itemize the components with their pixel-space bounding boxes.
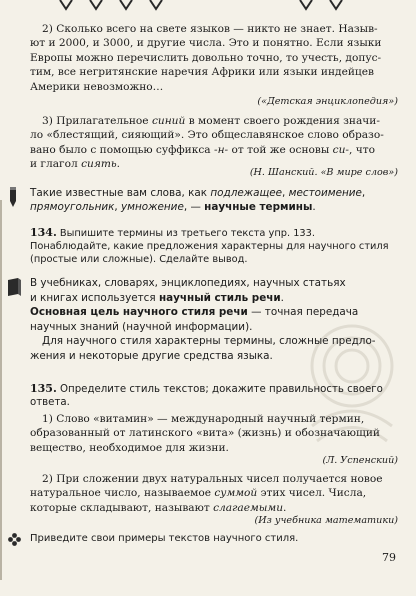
exercise-134: [30, 226, 402, 266]
term-scientific-style: научный стиль речи: [158, 291, 281, 304]
rule-line-2: [30, 291, 402, 306]
text-2: [30, 22, 402, 94]
text: .: [283, 501, 287, 514]
rule-line-1: В учебниках, словарях, энциклопедиях, научных статьях: [30, 277, 346, 289]
exercise-134-line-1: [30, 226, 402, 240]
exercise-number: 134.: [30, 226, 57, 239]
text: вано было с помощью суффикса: [30, 143, 214, 156]
text: .: [312, 201, 316, 214]
text: .: [280, 291, 284, 304]
text-3-line-2: ло «блестящий, сияющий». Это общеславянское слово образо-: [30, 129, 384, 142]
exercise-135-line-2: ответа.: [30, 397, 70, 408]
term-podlezhashchee: подлежащее: [210, 187, 283, 199]
flower-icon: [8, 533, 21, 546]
text: 3) Прилагательное: [42, 115, 152, 127]
text: , —: [183, 201, 205, 214]
rule-line-6: жения и некоторые другие средства языка.: [30, 349, 273, 362]
text-2-line-4: тим, все негритянские наречия Африки или языки индейцев: [30, 66, 374, 79]
text-135-1: [30, 412, 402, 455]
text-3-line-3: [30, 143, 402, 157]
exercise-number: 135.: [30, 382, 57, 395]
text: в момент своего рождения значи-: [185, 115, 380, 127]
text-3-line-1: [30, 114, 402, 128]
text: — точная передача: [247, 306, 359, 319]
text: Выпишите термины из третьего текста упр. 133.: [56, 228, 316, 239]
word-slagaemye: слагаемыми: [213, 501, 284, 514]
note-line-2: [30, 200, 402, 214]
text: натуральное число, называемое: [30, 487, 215, 500]
text: Определите стиль текстов; докажите правильность своего: [56, 384, 383, 395]
text-135-2-line-2: [30, 486, 402, 500]
text: ,: [282, 187, 289, 199]
word-siniy: синий: [151, 115, 186, 127]
text: и глагол: [30, 158, 82, 171]
text-135-1-source: (Л. Успенский): [322, 455, 398, 466]
text-3-source: (Н. Шанский. «В мире слов»): [249, 167, 398, 178]
text-135-2-source: (Из учебника математики): [254, 515, 398, 526]
text-135-2: [30, 472, 402, 515]
text: от той же основы: [228, 143, 333, 156]
text: и книгах используется: [30, 291, 159, 304]
text: ,: [361, 187, 366, 199]
word-si: си-: [332, 143, 350, 156]
top-ornament: [0, 0, 416, 12]
page-number: 79: [382, 551, 396, 564]
word-suffix: -н-: [213, 143, 229, 156]
note-terms: [30, 186, 402, 215]
final-task: Приведите свои примеры текстов научного стиля.: [30, 533, 299, 544]
text-2-source: («Детская энциклопедия»): [257, 96, 398, 107]
term-mestoimenie: местоимение: [288, 187, 362, 199]
text: этих чисел. Числа,: [257, 487, 367, 500]
text: которые складывают, называют: [30, 501, 214, 514]
text-135-1-line-2: образованный от латинского «вита» (жизнь) и обозначающий: [30, 427, 380, 440]
book-icon: [6, 278, 22, 298]
pencil-icon: [6, 186, 20, 208]
text: .: [116, 158, 121, 171]
text-135-1-line-1: 1) Слово «витамин» — международный научный термин,: [42, 413, 365, 425]
rule-line-5: Для научного стиля характерны термины, сложные предло-: [42, 335, 376, 348]
text: , что: [349, 143, 375, 156]
rule-block: [30, 276, 402, 364]
text-2-line-2: ют и 2000, и 3000, и другие числа. Это и понятно. Если языки: [30, 37, 382, 50]
word-summa: суммой: [214, 487, 258, 500]
term-pryamougolnik: прямоугольник: [30, 201, 115, 214]
exercise-134-line-3: (простые или сложные). Сделайте вывод.: [30, 254, 248, 265]
text-135-2-line-1: 2) При сложении двух натуральных чисел получается новое: [42, 473, 383, 485]
exercise-134-line-2: Понаблюдайте, какие предложения характерны для научного стиля: [30, 241, 389, 252]
exercise-135: [30, 382, 402, 409]
text-2-line-3: Европы можно перечислить довольно точно, то учесть, допус-: [30, 51, 382, 64]
text-2-line-5: Америки невозможно…: [30, 80, 164, 93]
text: ,: [114, 201, 121, 214]
rule-line-4: научных знаний (научной информации).: [30, 320, 253, 333]
text-135-1-line-3: вещество, необходимое для жизни.: [30, 441, 229, 454]
term-highlight: научные термины: [204, 201, 313, 214]
note-line-1: [30, 186, 402, 200]
term-umnozhenie: умножение: [121, 201, 184, 214]
exercise-135-line-1: [30, 382, 402, 396]
text: Такие известные вам слова, как: [30, 187, 211, 199]
word-siyat: сиять: [81, 158, 117, 171]
text-3: [30, 114, 402, 172]
text-2-line-1: 2) Сколько всего на свете языков — никто не знает. Назыв-: [42, 23, 378, 35]
text-135-2-line-3: [30, 501, 402, 515]
rule-line-3: [30, 305, 402, 320]
term-main-goal: Основная цель научного стиля речи: [30, 306, 248, 319]
left-margin-line: [0, 200, 2, 580]
